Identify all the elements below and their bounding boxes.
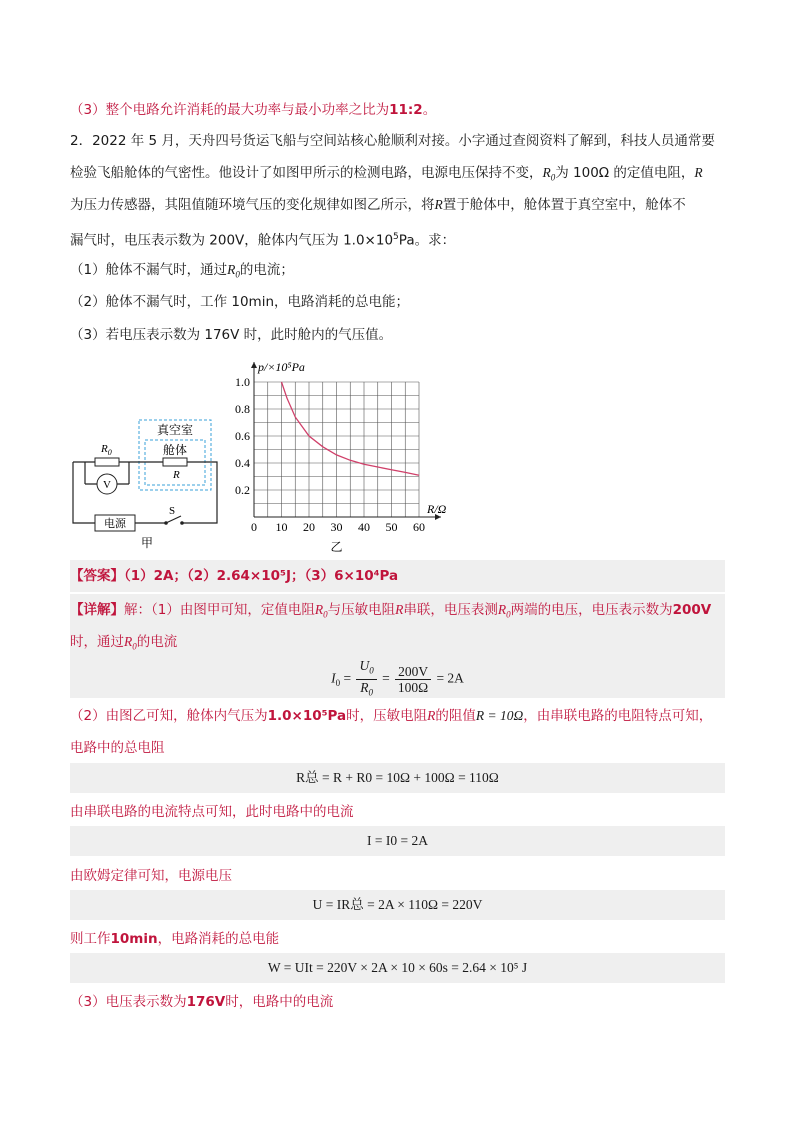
detail-p1-line2: 时，通过$R_0$的电流 (70, 634, 178, 652)
circuit-wires (73, 462, 217, 523)
y-tick-label: 0.4 (235, 456, 250, 470)
q1-part3: （3）整个电路允许消耗的最大功率与最小功率之比为11:2。 (70, 102, 437, 118)
x-tick-label: 50 (385, 520, 398, 534)
answer-line: 【答案】（1）2A；（2）2.64×10⁵J；（3）6×10⁴Pa (70, 568, 399, 584)
x-tick-label: 0 (251, 520, 257, 534)
q2-sub3: （3）若电压表示数为 176V 时，此时舱内的气压值。 (70, 327, 393, 343)
pressure-resistance-chart (228, 355, 463, 555)
q2-line4: 漏气时，电压表示数为 200V，舱体内气压为 $1.0\times 10^5Pa$。求： (70, 232, 456, 249)
detail-p1-line1: 【详解】解：（1）由图甲可知，定值电阻$R_0$与压敏电阻R串联，电压表测$R_0$两端的电压，电压表示数为200V (70, 602, 712, 620)
y-axis-label: p/×10⁵Pa (258, 360, 305, 374)
switch-icon (166, 516, 181, 523)
x-tick-label: 30 (330, 520, 343, 534)
detail-p2-line1: （2）由图乙可知，舱体内气压为1.0×10⁵Pa时，压敏电阻R的阻值R = 10Ω，由串联电路的电阻特点可知， (70, 708, 713, 724)
r0-resistor (95, 458, 119, 466)
formula-current: $I_0$ = $\frac{U_0}{R_0}$ = $\frac{200V}{100\Omega}$ = 2A (331, 658, 464, 698)
r-resistor (163, 458, 187, 466)
formula-energy: W = UIt = 220V × 2A × 10 × 60s = 2.64 × 10⁵ J (267, 960, 528, 975)
switch-label: S (169, 505, 176, 517)
circuit-caption: 甲 (140, 536, 154, 550)
voltmeter-label: V (103, 479, 111, 491)
y-tick-label: 0.6 (235, 429, 250, 443)
circuit-diagram (65, 410, 230, 550)
detail-p6: （3）电压表示数为176V时，电路中的电流 (70, 994, 334, 1010)
formula-voltage: U = IR总 = 2A × 110Ω = 220V (312, 897, 483, 912)
formula-current-series: I = I0 = 2A (367, 833, 428, 848)
q2-line2: 检验飞船舱体的气密性。他设计了如图甲所示的检测电路，电源电压保持不变，$R_0$为 100Ω 的定值电阻，R (70, 165, 703, 183)
x-axis-label: R/Ω (427, 502, 447, 516)
x-tick-label: 20 (303, 520, 315, 534)
source-label: 电源 (104, 518, 126, 530)
r0-label: $R_0$ (101, 443, 112, 457)
y-tick-label: 1.0 (235, 375, 250, 389)
formula-resistance: R总 = R + R0 = 10Ω + 100Ω = 110Ω (296, 770, 499, 785)
detail-p5: 则工作10min，电路消耗的总电能 (70, 931, 280, 947)
q2-sub1: （1）舱体不漏气时，通过$R_0$的电流； (70, 262, 294, 280)
x-tick-label: 60 (413, 520, 425, 534)
chamber-label: 真空室 (156, 423, 194, 437)
y-axis-arrow (251, 362, 257, 368)
detail-p2-line2: 电路中的总电阻 (70, 740, 165, 756)
q2-line3: 为压力传感器，其阻值随环境气压的变化规律如图乙所示，将R置于舱体中，舱体置于真空室中，舱体不 (70, 197, 686, 213)
chart-caption: 乙 (330, 540, 343, 554)
cabin-label: 舱体 (162, 443, 188, 457)
x-tick-label: 40 (358, 520, 370, 534)
detail-p3: 由串联电路的电流特点可知，此时电路中的电流 (70, 804, 354, 820)
detail-p4: 由欧姆定律可知，电源电压 (70, 868, 232, 884)
q2-line1: 2．2022 年 5 月，天舟四号货运飞船与空间站核心舱顺利对接。小字通过查阅资料了解到，科技人员通常要 (70, 133, 715, 149)
q2-sub2: （2）舱体不漏气时，工作 10min，电路消耗的总电能； (70, 294, 410, 310)
x-tick-label: 10 (275, 520, 288, 534)
y-tick-label: 0.8 (235, 402, 250, 416)
r-label: R (173, 469, 180, 481)
y-tick-label: 0.2 (235, 483, 250, 497)
